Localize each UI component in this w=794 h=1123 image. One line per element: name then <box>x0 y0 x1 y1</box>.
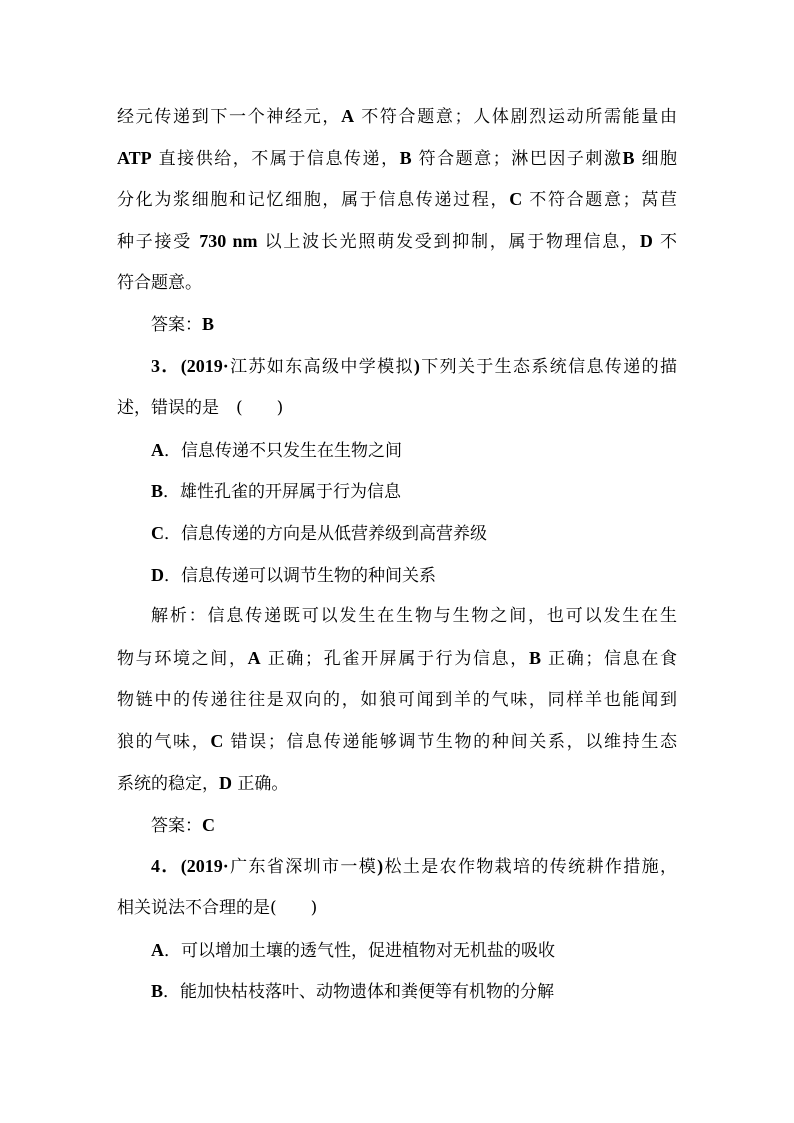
text: 不符合题意；莴苣 <box>522 190 677 211</box>
option-text: ．能加快枯枝落叶、动物遗体和粪便等有机物的分解 <box>163 982 555 1003</box>
answer-blank: ( ) <box>270 898 318 919</box>
analysis-label: 解析 <box>151 606 189 627</box>
text: 错误；信息传递能够调节生物的种间关系，以维持生态 <box>223 732 677 753</box>
option-letter: B <box>151 981 164 1002</box>
option-ref: A <box>341 106 355 126</box>
question-3-analysis-line-2 <box>117 638 677 680</box>
question-stem: 相关说法不合理的是 <box>117 898 270 919</box>
analysis-prev-line-2 <box>117 138 677 180</box>
option-ref: C <box>509 189 523 210</box>
question-stem: 下列关于生态系统信息传递的描 <box>419 357 677 378</box>
answer-label: 答案： <box>151 815 202 836</box>
question-stem: 述，错误的是 <box>117 397 236 418</box>
option-text: ．信息传递不只发生在生物之间 <box>164 440 402 461</box>
option-ref: D <box>639 231 653 252</box>
analysis-prev-line-3 <box>117 179 677 221</box>
wavelength: 730 nm <box>199 231 258 252</box>
option-ref: B <box>528 647 541 668</box>
option-letter: B <box>151 481 164 502</box>
answer-value: C <box>202 814 215 835</box>
text: 不符合题意；人体剧烈运动所需能量由 <box>354 107 677 127</box>
question-4-option-a <box>117 930 677 972</box>
option-letter: D <box>151 564 164 585</box>
question-source-end: ) <box>377 856 384 877</box>
question-3-option-a <box>117 430 677 472</box>
question-3-option-c <box>117 513 677 555</box>
question-3-analysis-line-3: 物链中的传递往往是双向的，如狼可闻到羊的气味，同样羊也能闻到 <box>117 689 677 710</box>
question-3-option-b <box>117 471 677 513</box>
option-text: ．信息传递可以调节生物的种间关系 <box>164 565 436 586</box>
option-text: ．信息传递的方向是从低营养级到高营养级 <box>164 523 487 544</box>
answer-blank: ( ) <box>236 397 284 418</box>
answer-label: 答案： <box>151 315 202 336</box>
question-3-stem-line-2 <box>117 388 677 430</box>
question-stem: 松土是农作物栽培的传统耕作措施， <box>383 857 677 878</box>
question-3-analysis-line-4 <box>117 721 677 763</box>
option-text: ．可以增加土壤的透气性，促进植物对无机盐的吸收 <box>164 940 555 961</box>
question-3-stem-line-1 <box>117 346 677 388</box>
text: 符合题意；淋巴因子刺激 <box>411 148 623 169</box>
text: 直接供给，不属于信息传递， <box>151 148 400 169</box>
question-3-option-d <box>117 555 677 597</box>
text: 系统的稳定， <box>117 774 219 794</box>
option-ref: D <box>219 773 232 793</box>
text: 经元传递到下一个神经元， <box>117 107 342 127</box>
question-4-stem-line-1 <box>117 846 677 888</box>
analysis-prev-line-1 <box>117 96 677 138</box>
answer-value: B <box>202 314 215 335</box>
question-number: 4． <box>151 856 181 877</box>
option-ref: B <box>399 147 412 168</box>
document-page <box>117 96 677 1013</box>
text: 正确；信息在食 <box>540 648 677 669</box>
question-3-analysis-line-1 <box>117 596 677 638</box>
text: 分化为浆细胞和记忆细胞，属于信息传递过程， <box>117 190 510 211</box>
text: 物与环境之间， <box>117 648 248 669</box>
question-source: (2019· <box>180 356 229 377</box>
text: ：信息传递既可以发生在生物与生物之间，也可以发生在生 <box>188 606 677 627</box>
term: B <box>622 147 635 168</box>
question-4-option-b <box>117 971 677 1013</box>
option-letter: A <box>151 439 164 460</box>
question-source-name: 江苏如东高级中学模拟 <box>228 357 414 378</box>
text: 种子接受 <box>117 232 200 253</box>
question-source: (2019· <box>180 856 229 877</box>
question-3-analysis-line-5 <box>117 763 677 805</box>
option-ref: C <box>210 731 224 752</box>
text: 狼的气味， <box>117 732 211 753</box>
text: 正确。 <box>232 774 289 794</box>
answer-3 <box>117 805 677 847</box>
question-source-end: ) <box>413 356 420 377</box>
text: 正确；孔雀开屏属于行为信息， <box>260 648 529 669</box>
option-letter: C <box>151 522 164 543</box>
text: 细胞 <box>634 148 677 169</box>
question-source-name: 广东省深圳市一模 <box>228 857 378 878</box>
text: 以上波长光照萌发受到抑制，属于物理信息， <box>257 232 640 253</box>
question-4-stem-line-2 <box>117 888 677 930</box>
analysis-prev-line-5: 符合题意。 <box>117 272 202 293</box>
analysis-prev-line-4 <box>117 221 677 263</box>
option-ref: A <box>247 647 261 668</box>
term: ATP <box>117 147 152 168</box>
answer-2 <box>117 304 677 346</box>
text: 不 <box>652 232 677 253</box>
option-text: ．雄性孔雀的开屏属于行为信息 <box>163 482 402 503</box>
question-number: 3． <box>151 356 181 377</box>
option-letter: A <box>151 939 164 960</box>
